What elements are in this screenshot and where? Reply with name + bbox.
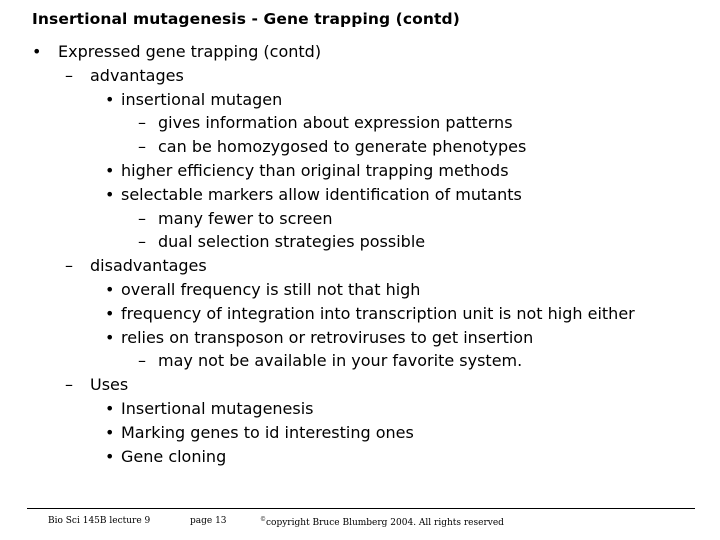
- outline-item-level-3: relies on transposon or retroviruses to get insertion: [121, 328, 534, 347]
- outline-marker: –: [138, 209, 146, 228]
- outline-item-level-3: insertional mutagen: [121, 90, 283, 109]
- outline-marker: •: [105, 90, 115, 109]
- footer-course: Bio Sci 145B lecture 9: [48, 516, 151, 526]
- footer-copyright: [260, 516, 504, 528]
- outline-item-level-2: Uses: [90, 375, 129, 394]
- outline-marker: •: [105, 328, 115, 347]
- outline-marker: –: [138, 232, 146, 251]
- outline-marker: •: [105, 185, 115, 204]
- outline-item-level-4: many fewer to screen: [158, 209, 333, 228]
- outline-item-level-4: dual selection strategies possible: [158, 232, 426, 251]
- outline-marker: •: [105, 423, 115, 442]
- outline-item-level-3: frequency of integration into transcription unit is not high either: [121, 304, 635, 323]
- outline-marker: •: [105, 161, 115, 180]
- outline-marker: •: [105, 447, 115, 466]
- outline-marker: •: [105, 304, 115, 323]
- outline-item-level-3: Insertional mutagenesis: [121, 399, 314, 418]
- outline-marker: –: [138, 351, 146, 370]
- outline-marker: –: [65, 375, 73, 394]
- outline-item-level-4: can be homozygosed to generate phenotypes: [158, 137, 527, 156]
- outline-item-level-3: overall frequency is still not that high: [121, 280, 421, 299]
- outline-item-level-3: higher efficiency than original trapping methods: [121, 161, 509, 180]
- outline-item-level-1: Expressed gene trapping (contd): [58, 42, 322, 61]
- footer-divider: [27, 508, 695, 509]
- outline-item-level-3: Gene cloning: [121, 447, 227, 466]
- outline-item-level-3: Marking genes to id interesting ones: [121, 423, 414, 442]
- outline-marker: •: [32, 42, 42, 61]
- outline-marker: –: [138, 113, 146, 132]
- outline-marker: –: [65, 66, 73, 85]
- outline-marker: •: [105, 399, 115, 418]
- outline-item-level-4: may not be available in your favorite system.: [158, 351, 523, 370]
- outline-item-level-2: advantages: [90, 66, 184, 85]
- outline-item-level-2: disadvantages: [90, 256, 207, 275]
- outline-marker: •: [105, 280, 115, 299]
- slide-title: Insertional mutagenesis - Gene trapping (contd): [32, 10, 460, 28]
- copyright-symbol: ©: [260, 516, 266, 523]
- outline-marker: –: [65, 256, 73, 275]
- outline-item-level-3: selectable markers allow identification of mutants: [121, 185, 522, 204]
- outline-marker: –: [138, 137, 146, 156]
- footer-page: page 13: [190, 516, 227, 526]
- footer-copyright-text: copyright Bruce Blumberg 2004. All rights reserved: [266, 518, 504, 528]
- outline-item-level-4: gives information about expression patterns: [158, 113, 513, 132]
